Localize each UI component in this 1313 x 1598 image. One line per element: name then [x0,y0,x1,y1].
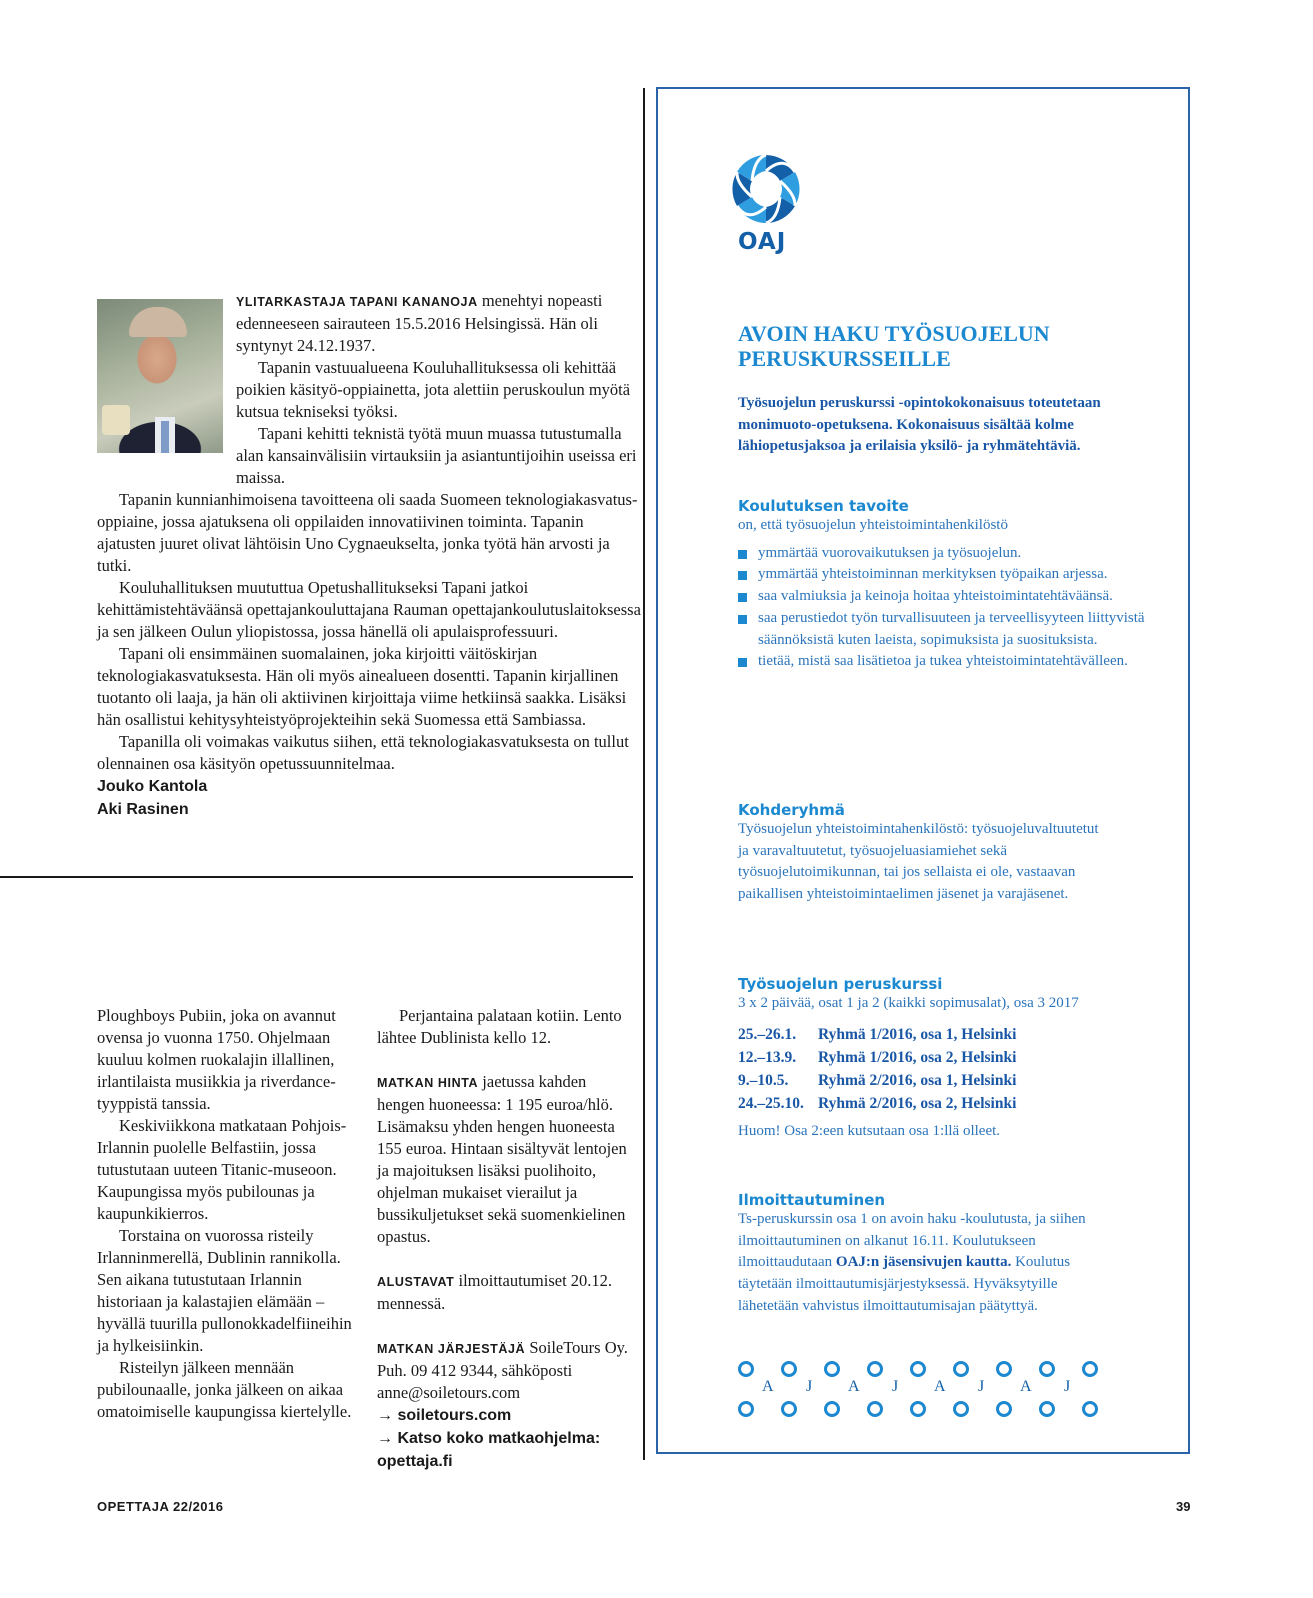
ring-icon [953,1401,969,1417]
ring-icon [867,1361,883,1377]
obituary-lead-caps: YLITARKASTAJA TAPANI KANANOJA [236,295,478,309]
ring-icon [910,1361,926,1377]
target-section [738,801,1108,906]
organizer-info: MATKAN JÄRJESTÄJÄ SoileTours Oy. Puh. 09 412 9344, sähköposti anne@soiletours.com [377,1338,628,1402]
oaj-advertisement [656,87,1190,1454]
ring-icon [781,1401,797,1417]
obituary-paragraph: Tapanilla oli voimakas vaikutus siihen, että teknologiakasvatuksesta on tullut olennainen osa käsityön opetussuunnitelmaa. [97,732,629,773]
obituary-paragraph: Tapanin kunnianhimoisena tavoitteena oli saada Suomeen teknologiakasvatus-oppiaine, jossa ajatuksena oli oppilaiden innovatiivinen toiminta. Tapanin ajatusten juuret olivat lähtöisin Uno Cygnaeukselta, jonka työtä hän arvosti ja tutki. [97,490,638,575]
goal-item: saa valmiuksia ja keinoja hoitaa yhteistoimintatehtäväänsä. [738,586,1188,608]
goal-section [738,497,1188,673]
goal-intro: on, että työsuojelun yhteistoimintahenkilöstö [738,517,1008,533]
portrait-photo [97,299,223,453]
pattern-letter: J [806,1378,813,1395]
price-info: MATKAN HINTA jaetussa kahden hengen huoneessa: 1 195 euroa/hlö. Lisämaksu yhden hengen huoneesta 155 euroa. Hintaan sisältyvät lentojen ja majoituksen lisäksi puolihoito, ohjelman mukaiset vierailut ja bussikuljetukset sekä suomenkielinen opastus. [377,1072,627,1246]
pattern-letter: A [848,1378,860,1395]
travel-program-link[interactable]: → Katso koko matkaohjelma: opettaja.fi [377,1430,601,1470]
pattern-letter: A [934,1378,946,1395]
ring-icon [738,1401,754,1417]
goal-heading: Koulutuksen tavoite [738,497,909,515]
session-row: 24.–25.10. Ryhmä 2/2016, osa 2, Helsinki [738,1094,1017,1112]
travel-paragraph: Keskiviikkona matkataan Pohjois-Irlannin puolelle Belfastiin, jossa tutustutaan uuteen Titanic-museoon. Kaupungissa myös pubilounas ja kaupunkikierros. [97,1116,347,1223]
ring-icon [1082,1401,1098,1417]
pattern-letter: J [1064,1378,1071,1395]
member-pages-link[interactable]: OAJ:n jäsensivujen kautta. [835,1254,1012,1271]
goal-item: tietää, mistä saa lisätietoa ja tukea yhteistoimintatehtävälleen. [738,651,1188,673]
ring-icon [910,1401,926,1417]
pattern-letter: A [762,1378,774,1395]
signature: Aki Rasinen [97,801,189,818]
course-section [738,975,1188,1142]
ring-icon [781,1361,797,1377]
pattern-letter: J [978,1378,985,1395]
ring-icon [996,1361,1012,1377]
goal-list [738,543,1188,673]
obituary-paragraph: Tapani oli ensimmäinen suomalainen, joka kirjoitti väitöskirjan teknologiakasvatuksesta. Hän oli myös ainealueen dosentti. Tapanin kirjallinen tuotanto oli laaja, ja hän oli aktiivinen kirjoittaja viime hetkiinsä saakka. Lisäksi hän osallistui kehitysyhteistyöprojekteihin sekä Suomessa että Sambiassa. [97,644,627,729]
obituary-paragraph: Tapani kehitti teknistä työtä muun muassa tutustumalla alan kansainvälisiin virtauksiin ja asiantuntijoihin useissa eri maissa. [236,424,637,487]
ring-icon [738,1361,754,1377]
session-row: 9.–10.5. Ryhmä 2/2016, osa 1, Helsinki [738,1071,1017,1089]
session-row: 12.–13.9. Ryhmä 1/2016, osa 2, Helsinki [738,1048,1017,1066]
ring-icon [824,1361,840,1377]
travel-paragraph: Risteilyn jälkeen mennään pubilounaalle, jonka jälkeen on aikaa omatoimiselle kaupungissa kiertelylle. [97,1358,352,1421]
goal-item: ymmärtää yhteistoiminnan merkityksen työpaikan arjessa. [738,564,1188,586]
oaj-pattern-decoration [738,1361,1108,1427]
course-heading: Työsuojelun peruskurssi [738,975,943,993]
signup-heading: Ilmoittautuminen [738,1191,886,1209]
oaj-logo-text: OAJ [738,229,787,255]
pattern-letter: J [892,1378,899,1395]
ad-title: AVOIN HAKU TYÖSUOJELUN PERUSKURSSEILLE [738,321,1050,371]
obituary-paragraph: Kouluhallituksen muututtua Opetushallitukseksi Tapani jatkoi kehittämistehtäväänsä opettajankouluttajana Rauman opettajankoulutuslaitoksessa ja sen jälkeen Oulun yliopistossa, jossa hänellä oli apulaisprofessuuri. [97,578,641,641]
travel-paragraph: Torstaina on vuorossa risteily Irlanninmerellä, Dublinin rannikolla. Sen aikana tutustutaan Irlannin historiaan ja kalastajien elämään – hyvällä tuurilla pullonokkadelfiineihin ja hylkeisiinkin. [97,1226,352,1355]
pattern-letter: A [1020,1378,1032,1395]
obituary-article [97,290,645,821]
target-heading: Kohderyhmä [738,801,845,819]
course-subtitle: 3 x 2 päivää, osat 1 ja 2 (kaikki sopimusalat), osa 3 2017 [738,995,1079,1011]
publication-footer: OPETTAJA 22/2016 [97,1499,224,1514]
course-note: Huom! Osa 2:een kutsutaan osa 1:llä olleet. [738,1122,1001,1139]
page-number: 39 [1176,1499,1191,1514]
ring-icon [867,1401,883,1417]
signature: Jouko Kantola [97,778,208,795]
travel-paragraph: Perjantaina palataan kotiin. Lento lähtee Dublinista kello 12. [377,1006,622,1047]
oaj-logo-icon [730,153,802,225]
session-list [738,1023,1188,1115]
ring-icon [1039,1401,1055,1417]
ring-icon [824,1401,840,1417]
obituary-paragraph: YLITARKASTAJA TAPANI KANANOJA menehtyi nopeasti edenneeseen sairauteen 15.5.2016 Helsingissä. Hän oli syntynyt 24.12.1937. [236,291,603,355]
ring-icon [1039,1361,1055,1377]
session-row: 25.–26.1. Ryhmä 1/2016, osa 1, Helsinki [738,1025,1017,1043]
target-text: Työsuojelun yhteistoimintahenkilöstö: työsuojeluvaltuutetut ja varavaltuutetut, työsuojeluasiamiehet sekä työsuojelutoimikunnan, tai jos sellaista ei ole, vastaavan paikallisen yhteistoimintaelimen jäsenet ja varajäsenet. [738,821,1099,903]
section-divider [0,876,633,878]
ad-lead: Työsuojelun peruskurssi -opintokokonaisuus toteutetaan monimuoto-opetuksena. Kokonaisuus sisältää kolme lähiopetusjaksoa ja erilaisia yksilö- ja ryhmätehtäviä. [738,395,1101,454]
signup-text: Ts-peruskurssin osa 1 on avoin haku -koulutusta, ja siihen ilmoittautuminen on alkanut 16.11. Koulutukseen ilmoittaudutaan OAJ:n jäsensivujen kautta. Koulutus täytetään ilmoittautumisjärjestyksessä. Hyväksytyille lähetetään vahvistus ilmoittautumisajan päätyttyä. [738,1211,1086,1314]
ring-icon [953,1361,969,1377]
soiletours-link[interactable]: → soiletours.com [377,1407,512,1424]
goal-item: ymmärtää vuorovaikutuksen ja työsuojelun. [738,543,1188,565]
signup-section [738,1191,1120,1318]
obituary-paragraph: Tapanin vastuualueena Kouluhallituksessa oli kehittää poikien käsityö-oppiainetta, jota alettiin peruskoulun myötä kutsua tekniseksi työksi. [236,358,631,421]
ring-icon [996,1401,1012,1417]
travel-paragraph: Ploughboys Pubiin, joka on avannut ovensa jo vuonna 1750. Ohjelmaan kuuluu kolmen ruokalajin illallinen, irlantilaista musiikkia ja riverdance-tyyppistä tanssia. [97,1006,336,1113]
ring-icon [1082,1361,1098,1377]
goal-item: saa perustiedot työn turvallisuuteen ja terveellisyyteen liittyvistä säännöksistä kuten laeista, sopimuksista ja suosituksista. [738,608,1188,651]
travel-column-1 [97,1005,359,1423]
preliminary-signup-info: ALUSTAVAT ilmoittautumiset 20.12. mennessä. [377,1271,613,1313]
travel-column-2 [377,1005,637,1473]
